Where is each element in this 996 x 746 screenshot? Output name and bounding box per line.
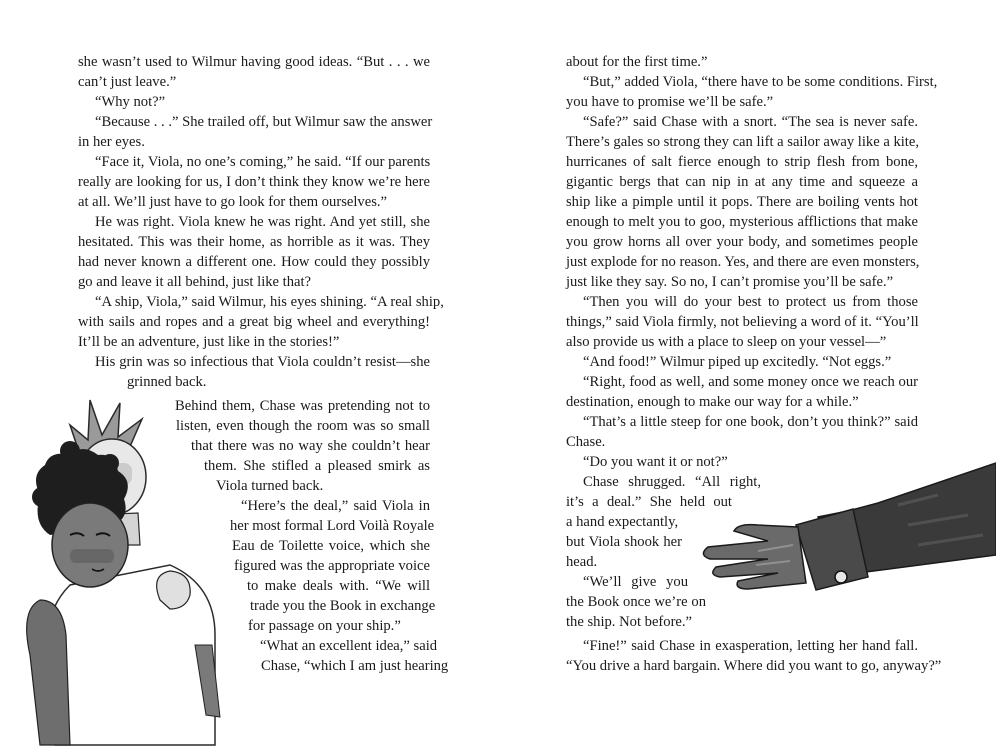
text-line: you have to promise we’ll be safe.”	[566, 94, 774, 110]
text-line: There’s gales so strong they can lift a sailor away like a kite,	[566, 134, 919, 150]
text-line: just explode for no reason. Yes, and there are even monsters,	[566, 254, 920, 270]
text-line: gigantic bergs that can nip in at any time and squeeze a	[566, 174, 918, 190]
text-line: “Face it, Viola, no one’s coming,” he said. “If our parents	[95, 154, 431, 170]
text-line: with sails and ropes and a great big wheel and everything!	[78, 314, 430, 330]
text-line: “But,” added Viola, “there have to be some conditions. First,	[583, 74, 938, 90]
text-line: about for the first time.”	[566, 54, 708, 70]
text-line: to make deals with. “We will	[247, 578, 430, 594]
text-line: “That’s a little steep for one book, don’t you think?” said	[583, 414, 918, 430]
right-page	[498, 0, 996, 746]
text-line: He was right. Viola knew he was right. And yet still, she	[95, 214, 430, 230]
text-line: a hand expectantly,	[566, 514, 679, 530]
text-line: Chase.	[566, 434, 606, 450]
text-line: “And food!” Wilmur piped up excitedly. “Not eggs.”	[583, 354, 892, 370]
text-line: just like they say. So no, I can’t promise you’ll be safe.”	[566, 274, 894, 290]
text-line: hesitated. This was their home, as horrible as it was. They	[78, 234, 430, 250]
text-line: her most formal Lord Voilà Royale	[230, 518, 435, 534]
text-line: “Fine!” said Chase in exasperation, letting her hand fall.	[583, 638, 918, 654]
text-line: “What an excellent idea,” said	[260, 638, 438, 654]
text-line: Viola turned back.	[216, 478, 324, 494]
text-line: hurricanes of salt fierce enough to strip flesh from bone,	[566, 154, 918, 170]
text-line: “Right, food as well, and some money once we reach our	[583, 374, 918, 390]
text-line: things,” said Viola firmly, not believing a word of it. “You’ll	[566, 314, 919, 330]
text-line: “Do you want it or not?”	[583, 454, 728, 470]
text-line: Behind them, Chase was pretending not to	[175, 398, 430, 414]
arm-illustration	[698, 455, 996, 615]
text-line: Chase shrugged. “All right,	[583, 474, 761, 490]
text-line: “You drive a hard bargain. Where did you want to go, anyway?”	[566, 658, 942, 674]
text-line: “Why not?”	[95, 94, 166, 110]
viola-figure	[27, 441, 220, 745]
text-line: really are looking for us, I don’t think they know we’re here	[78, 174, 430, 190]
text-line: she wasn’t used to Wilmur having good ideas. “But . . . we	[78, 54, 430, 70]
text-line: you grow horns all over your body, and sometimes people	[566, 234, 918, 250]
hand	[703, 525, 806, 589]
text-line: “Because . . .” She trailed off, but Wilmur saw the answer	[95, 114, 433, 130]
text-line: had never known a different one. How could they possibly	[78, 254, 430, 270]
text-line: Eau de Toilette voice, which she	[232, 538, 430, 554]
text-line: “Safe?” said Chase with a snort. “The sea is never safe.	[583, 114, 918, 130]
text-line: It’ll be an adventure, just like in the stories!”	[78, 334, 340, 350]
text-line: figured was the appropriate voice	[234, 558, 430, 574]
text-line: that there was no way she couldn’t hear	[191, 438, 430, 454]
text-line: go and leave it all behind, just like that?	[78, 274, 312, 290]
text-line: “Then you will do your best to protect us from those	[583, 294, 918, 310]
text-line: head.	[566, 554, 598, 570]
text-line: “We’ll give you	[583, 574, 688, 590]
text-line: but Viola shook her	[566, 534, 682, 550]
text-line: His grin was so infectious that Viola couldn’t resist—she	[95, 354, 430, 370]
text-line: them. She stifled a pleased smirk as	[204, 458, 430, 474]
text-line: it’s a deal.” She held out	[566, 494, 732, 510]
text-line: trade you the Book in exchange	[250, 598, 436, 614]
text-line: listen, even though the room was so small	[176, 418, 430, 434]
text-line: grinned back.	[127, 374, 207, 390]
text-line: Chase, “which I am just hearing	[261, 658, 449, 674]
text-line: destination, enough to make our way for a while.”	[566, 394, 859, 410]
text-line: at all. We’ll just have to go look for them ourselves.”	[78, 194, 388, 210]
text-line: the Book once we’re on	[566, 594, 706, 610]
cuff-button	[835, 571, 847, 583]
text-line: ship like a pimple until it pops. There are boiling vents hot	[566, 194, 918, 210]
children-illustration	[10, 395, 232, 746]
text-line: “A ship, Viola,” said Wilmur, his eyes shining. “A real ship,	[95, 294, 444, 310]
text-line: “Here’s the deal,” said Viola in	[241, 498, 430, 514]
text-line: in her eyes.	[78, 134, 145, 150]
text-line: the ship. Not before.”	[566, 614, 693, 630]
text-line: for passage on your ship.”	[248, 618, 401, 634]
text-line: can’t just leave.”	[78, 74, 177, 90]
text-line: also provide us with a place to sleep on your vessel—”	[566, 334, 887, 350]
text-line: enough to melt you to goo, mysterious afflictions that make	[566, 214, 918, 230]
